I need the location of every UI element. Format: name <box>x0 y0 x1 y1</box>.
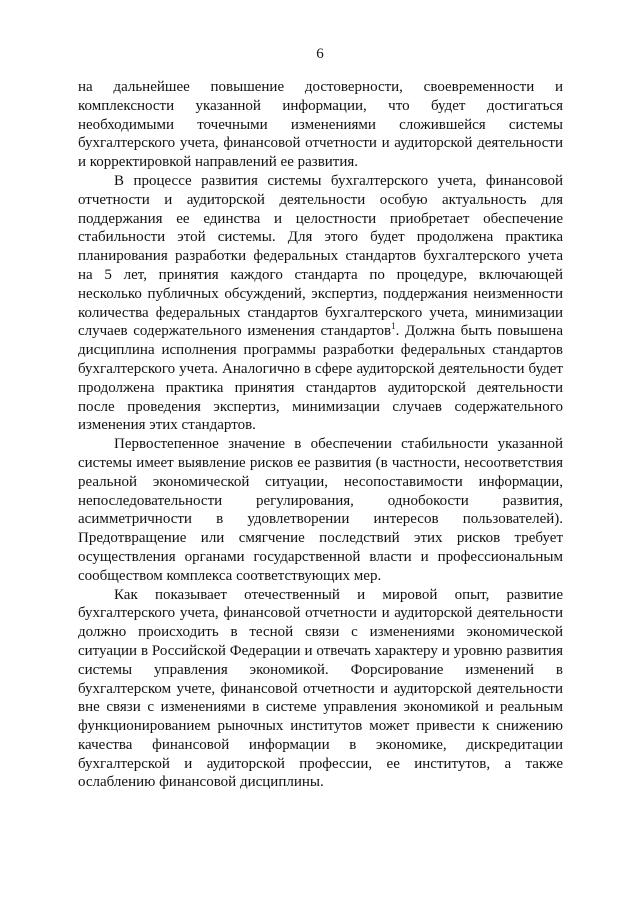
paragraph-risks: Первостепенное значение в обеспечении стабильности указанной системы имеет выявление рисков ее развития (в частности, несоответствия реальной экономической ситуации, несопоставимости информации, непоследовательности регулирования, однобокости развития, асимметричности в удовлетворении интересов пользователей). Предотвращение или смягчение последствий этих рисков требует осуществления органами государственной власти и профессиональным сообществом комплекса соответствующих мер. <box>78 436 563 584</box>
body-text <box>78 78 563 792</box>
paragraph-continuation: на дальнейшее повышение достоверности, своевременности и комплексности указанной информации, что будет достигаться необходимыми точечными изменениями сложившейся системы бухгалтерского учета, финансовой отчетности и аудиторской деятельности и корректировкой направлений ее развития. <box>78 79 563 171</box>
page-number: 6 <box>316 46 324 62</box>
footnote-reference: 1 <box>391 321 396 332</box>
paragraph-experience: Как показывает отечественный и мировой опыт, развитие бухгалтерского учета, финансовой отчетности и аудиторской деятельности должно происходить в тесной связи с изменениями экономической ситуации в Российской Федерации и отвечать характеру и уровню развития системы управления экономикой. Форсирование изменений в бухгалтерском учете, финансовой отчетности и аудиторской деятельности вне связи с изменениями в системе управления экономикой и реальным функционированием рыночных институтов может привести к снижению качества финансовой информации в экономике, дискредитации бухгалтерской и аудиторской профессии, ее институтов, а также ослаблению финансовой дисциплины. <box>78 586 563 791</box>
paragraph-text: . Должна быть повышена дисциплина исполнения программы разработки федеральных стандартов бухгалтерского учета. Аналогично в сфере аудиторской деятельности будет продолжена практика принятия стандартов аудиторской деятельности после проведения экспертиз, минимизации случаев содержательного изменения этих стандартов. <box>78 323 563 434</box>
paragraph-text: В процессе развития системы бухгалтерского учета, финансовой отчетности и аудиторской деятельности особую актуальность для поддержания ее единства и целостности приобретает обеспечение стабильности этой системы. Для этого будет продолжена практика планирования разработки федеральных стандартов бухгалтерского учета на 5 лет, принятия каждого стандарта по процедуре, включающей несколько публичных обсуждений, экспертиз, поддержания неизменности количества федеральных стандартов бухгалтерского учета, минимизации случаев содержательного изменения стандартов <box>78 172 563 340</box>
paragraph-stability <box>78 172 563 435</box>
